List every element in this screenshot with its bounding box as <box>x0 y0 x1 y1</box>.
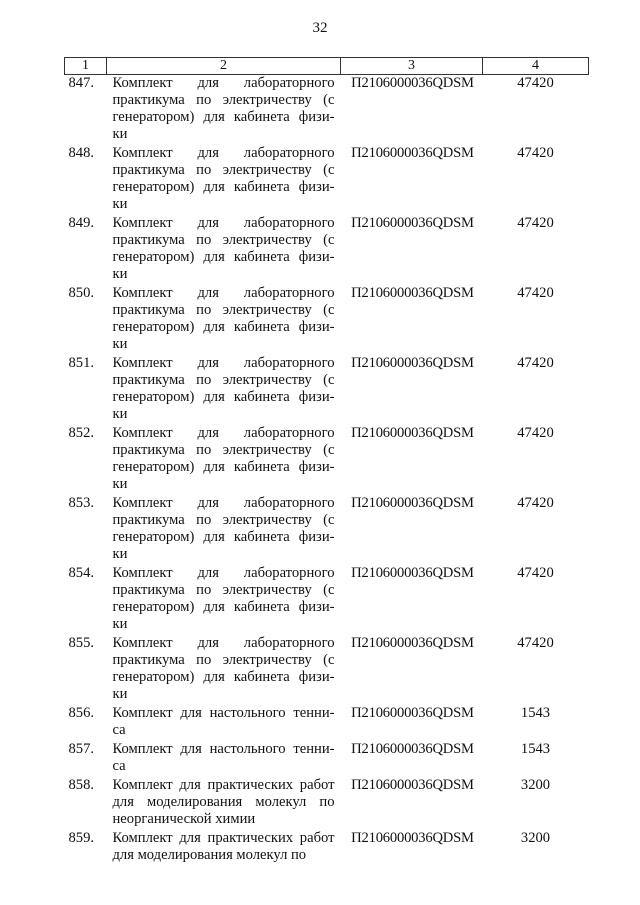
item-price: 47420 <box>517 565 554 581</box>
item-code: П2106000036QDSM <box>351 495 474 511</box>
item-number: 848. <box>68 145 95 161</box>
item-price: 3200 <box>520 777 551 793</box>
description-line: генератором) для кабинета физи- <box>112 109 335 125</box>
item-description <box>107 75 341 146</box>
description-line: генератором) для кабинета физи- <box>112 669 335 685</box>
description-line: са <box>112 758 126 774</box>
table-row <box>65 777 589 830</box>
table-row <box>65 75 589 146</box>
item-code: П2106000036QDSM <box>351 705 474 721</box>
item-code: П2106000036QDSM <box>351 75 474 91</box>
table-row <box>65 830 589 866</box>
item-description <box>107 495 341 565</box>
item-code: П2106000036QDSM <box>351 145 474 161</box>
table-row <box>65 215 589 285</box>
item-code: П2106000036QDSM <box>351 215 474 231</box>
item-description <box>107 635 341 705</box>
description-line: генератором) для кабинета физи- <box>112 389 335 405</box>
item-code: П2106000036QDSM <box>351 635 474 651</box>
description-line: для моделирования молекул по <box>112 847 307 863</box>
item-description <box>107 355 341 425</box>
item-number: 847. <box>68 75 95 91</box>
description-line: для моделирования молекул по <box>112 794 335 810</box>
table-row <box>65 425 589 495</box>
description-line: практикума по электричеству (с <box>112 302 335 318</box>
description-line: ки <box>112 616 128 632</box>
description-line: генератором) для кабинета физи- <box>112 529 335 545</box>
item-number: 856. <box>68 705 95 721</box>
item-price: 47420 <box>517 285 554 301</box>
item-code: П2106000036QDSM <box>351 355 474 371</box>
description-line: практикума по электричеству (с <box>112 442 335 458</box>
item-price: 1543 <box>520 705 551 721</box>
description-line: Комплект для лабораторного <box>112 635 335 651</box>
description-line: практикума по электричеству (с <box>112 582 335 598</box>
table-header-row <box>65 58 589 75</box>
item-description <box>107 830 341 866</box>
table-body <box>65 75 589 867</box>
item-code: П2106000036QDSM <box>351 285 474 301</box>
column-header-1: 1 <box>65 58 107 75</box>
description-line: са <box>112 722 126 738</box>
description-line: ки <box>112 406 128 422</box>
description-line: ки <box>112 686 128 702</box>
table-row <box>65 145 589 215</box>
item-number: 852. <box>68 425 95 441</box>
item-number: 853. <box>68 495 95 511</box>
item-code: П2106000036QDSM <box>351 741 474 757</box>
item-description <box>107 285 341 355</box>
item-description <box>107 215 341 285</box>
description-line: Комплект для практических работ <box>112 830 335 846</box>
description-line: Комплект для лабораторного <box>112 425 335 441</box>
item-description <box>107 425 341 495</box>
item-code: П2106000036QDSM <box>351 777 474 793</box>
item-number: 855. <box>68 635 95 651</box>
description-line: Комплект для лабораторного <box>112 355 335 371</box>
item-code: П2106000036QDSM <box>351 425 474 441</box>
description-line: Комплект для настольного тенни- <box>112 741 335 757</box>
description-line: ки <box>112 196 128 212</box>
description-line: Комплект для лабораторного <box>112 495 335 511</box>
description-line: Комплект для практических работ <box>112 777 335 793</box>
item-description <box>107 777 341 830</box>
item-number: 851. <box>68 355 95 371</box>
description-line: генератором) для кабинета физи- <box>112 319 335 335</box>
description-line: ки <box>112 546 128 562</box>
description-line: Комплект для настольного тенни- <box>112 705 335 721</box>
description-line: ки <box>112 266 128 282</box>
item-price: 47420 <box>517 495 554 511</box>
description-line: Комплект для лабораторного <box>112 565 335 581</box>
item-number: 858. <box>68 777 95 793</box>
item-number: 850. <box>68 285 95 301</box>
description-line: ки <box>112 336 128 352</box>
item-code: П2106000036QDSM <box>351 565 474 581</box>
item-price: 47420 <box>517 355 554 371</box>
table-row <box>65 741 589 777</box>
item-number: 849. <box>68 215 95 231</box>
register-table <box>64 57 589 866</box>
description-line: практикума по электричеству (с <box>112 372 335 388</box>
page-number: 32 <box>312 20 328 36</box>
description-line: практикума по электричеству (с <box>112 232 335 248</box>
table-row <box>65 705 589 741</box>
column-header-2: 2 <box>107 58 341 75</box>
description-line: практикума по электричеству (с <box>112 512 335 528</box>
item-number: 859. <box>68 830 95 846</box>
description-line: практикума по электричеству (с <box>112 652 335 668</box>
item-price: 47420 <box>517 425 554 441</box>
item-price: 47420 <box>517 145 554 161</box>
description-line: генератором) для кабинета физи- <box>112 459 335 475</box>
description-line: практикума по электричеству (с <box>112 92 335 108</box>
column-header-4: 4 <box>483 58 589 75</box>
description-line: Комплект для лабораторного <box>112 75 335 91</box>
item-number: 854. <box>68 565 95 581</box>
item-description <box>107 705 341 741</box>
item-price: 47420 <box>517 215 554 231</box>
description-line: практикума по электричеству (с <box>112 162 335 178</box>
table-row <box>65 495 589 565</box>
table-row <box>65 565 589 635</box>
item-number: 857. <box>68 741 95 757</box>
item-description <box>107 145 341 215</box>
table-row <box>65 285 589 355</box>
table-row <box>65 635 589 705</box>
register-table-container <box>64 57 588 866</box>
item-price: 1543 <box>520 741 551 757</box>
description-line: Комплект для лабораторного <box>112 215 335 231</box>
item-code: П2106000036QDSM <box>351 830 474 846</box>
description-line: Комплект для лабораторного <box>112 145 335 161</box>
description-line: генератором) для кабинета физи- <box>112 179 335 195</box>
description-line: генератором) для кабинета физи- <box>112 599 335 615</box>
description-line: неорганической химии <box>112 811 256 827</box>
item-description <box>107 565 341 635</box>
column-header-3: 3 <box>341 58 483 75</box>
description-line: Комплект для лабораторного <box>112 285 335 301</box>
description-line: ки <box>112 126 128 142</box>
item-price: 3200 <box>520 830 551 846</box>
item-description <box>107 741 341 777</box>
description-line: генератором) для кабинета физи- <box>112 249 335 265</box>
description-line: ки <box>112 476 128 492</box>
item-price: 47420 <box>517 75 554 91</box>
item-price: 47420 <box>517 635 554 651</box>
table-row <box>65 355 589 425</box>
